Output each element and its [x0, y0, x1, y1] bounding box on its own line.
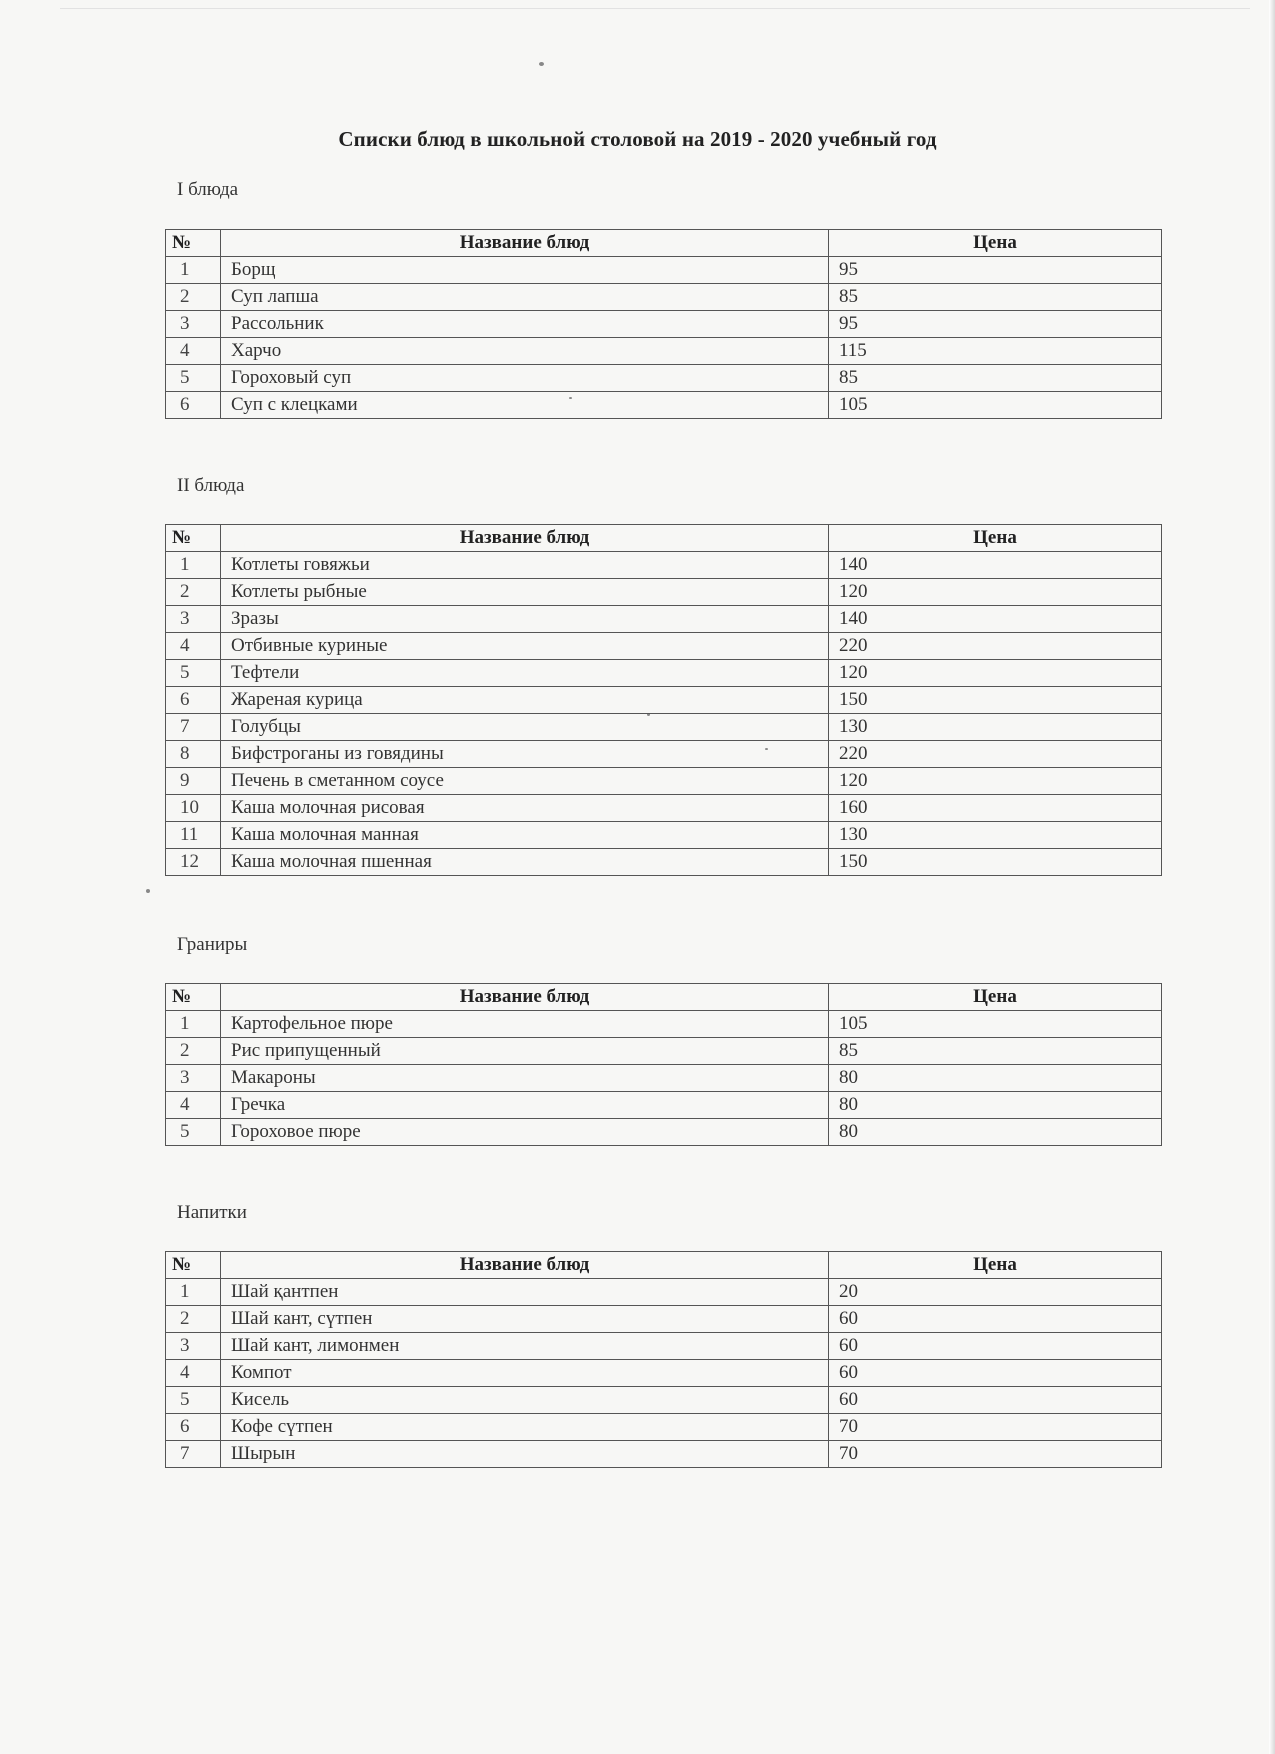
dish-price: 80 — [829, 1065, 1162, 1092]
table-row — [166, 795, 1162, 822]
dish-name: Кофе сүтпен — [221, 1414, 829, 1441]
dish-price: 95 — [829, 257, 1162, 284]
dish-price: 160 — [829, 795, 1162, 822]
table-header — [166, 1252, 1162, 1279]
dish-name: Харчо — [221, 338, 829, 365]
dish-price: 105 — [829, 1011, 1162, 1038]
row-number: 6 — [166, 1414, 221, 1441]
row-number: 6 — [166, 687, 221, 714]
row-number: 12 — [166, 849, 221, 876]
dish-price: 130 — [829, 714, 1162, 741]
dish-name: Компот — [221, 1360, 829, 1387]
dish-price: 140 — [829, 606, 1162, 633]
header-name: Название блюд — [221, 230, 829, 257]
row-number: 2 — [166, 1306, 221, 1333]
dish-price: 85 — [829, 365, 1162, 392]
table-row — [166, 1011, 1162, 1038]
header-name: Название блюд — [221, 984, 829, 1011]
table-row — [166, 1092, 1162, 1119]
table-row — [166, 849, 1162, 876]
row-number: 4 — [166, 338, 221, 365]
dish-name: Шай кант, лимонмен — [221, 1333, 829, 1360]
row-number: 1 — [166, 257, 221, 284]
table-row — [166, 1387, 1162, 1414]
table-row — [166, 606, 1162, 633]
header-number: № — [166, 984, 221, 1011]
table-row — [166, 257, 1162, 284]
header-name: Название блюд — [221, 1252, 829, 1279]
dish-name: Рис припущенный — [221, 1038, 829, 1065]
dish-name: Жареная курица — [221, 687, 829, 714]
header-number: № — [166, 1252, 221, 1279]
dish-name: Котлеты рыбные — [221, 579, 829, 606]
row-number: 1 — [166, 1011, 221, 1038]
row-number: 3 — [166, 1065, 221, 1092]
section-label-drinks: Напитки — [177, 1202, 247, 1223]
row-number: 5 — [166, 1387, 221, 1414]
table-garnishes — [165, 983, 1162, 1146]
dish-name: Шай қантпен — [221, 1279, 829, 1306]
header-number: № — [166, 525, 221, 552]
table-row — [166, 284, 1162, 311]
row-number: 6 — [166, 392, 221, 419]
page-title: Списки блюд в школьной столовой на 2019 - 2020 учебный год — [338, 127, 937, 151]
dish-price: 60 — [829, 1306, 1162, 1333]
row-number: 4 — [166, 1092, 221, 1119]
table-row — [166, 714, 1162, 741]
table-row — [166, 768, 1162, 795]
dish-name: Борщ — [221, 257, 829, 284]
row-number: 3 — [166, 311, 221, 338]
table-row — [166, 687, 1162, 714]
dish-name: Каша молочная манная — [221, 822, 829, 849]
table-row — [166, 660, 1162, 687]
scan-speck — [146, 889, 150, 893]
row-number: 9 — [166, 768, 221, 795]
dish-name: Суп с клецками — [221, 392, 829, 419]
table-row — [166, 633, 1162, 660]
table-body — [166, 1011, 1162, 1146]
dish-name: Бифстроганы из говядины — [221, 741, 829, 768]
table-row — [166, 1065, 1162, 1092]
table-row — [166, 1038, 1162, 1065]
table-row — [166, 1360, 1162, 1387]
dish-name: Печень в сметанном соусе — [221, 768, 829, 795]
table-body — [166, 552, 1162, 876]
dish-name: Каша молочная рисовая — [221, 795, 829, 822]
row-number: 3 — [166, 606, 221, 633]
table-second-courses — [165, 524, 1162, 876]
dish-price: 60 — [829, 1387, 1162, 1414]
dish-name: Гороховое пюре — [221, 1119, 829, 1146]
dish-price: 20 — [829, 1279, 1162, 1306]
row-number: 3 — [166, 1333, 221, 1360]
table-row — [166, 1119, 1162, 1146]
table-first-courses — [165, 229, 1162, 419]
dish-price: 70 — [829, 1441, 1162, 1468]
row-number: 1 — [166, 1279, 221, 1306]
dish-price: 85 — [829, 284, 1162, 311]
table-body — [166, 257, 1162, 419]
dish-price: 150 — [829, 849, 1162, 876]
dish-name: Кисель — [221, 1387, 829, 1414]
row-number: 5 — [166, 365, 221, 392]
table-row — [166, 338, 1162, 365]
row-number: 4 — [166, 1360, 221, 1387]
row-number: 10 — [166, 795, 221, 822]
dish-name: Тефтели — [221, 660, 829, 687]
dish-price: 130 — [829, 822, 1162, 849]
table-row — [166, 1441, 1162, 1468]
header-price: Цена — [829, 1252, 1162, 1279]
dish-name: Макароны — [221, 1065, 829, 1092]
section-label-garnishes: Граниры — [177, 934, 248, 955]
row-number: 11 — [166, 822, 221, 849]
dish-name: Суп лапша — [221, 284, 829, 311]
header-price: Цена — [829, 230, 1162, 257]
dish-price: 85 — [829, 1038, 1162, 1065]
table-row — [166, 822, 1162, 849]
dish-name: Шай кант, сүтпен — [221, 1306, 829, 1333]
row-number: 8 — [166, 741, 221, 768]
dish-price: 150 — [829, 687, 1162, 714]
dish-price: 220 — [829, 633, 1162, 660]
dish-price: 60 — [829, 1360, 1162, 1387]
table-row — [166, 392, 1162, 419]
page-edge-line — [60, 8, 1250, 9]
scan-speck — [539, 62, 544, 66]
dish-name: Рассольник — [221, 311, 829, 338]
table-row — [166, 741, 1162, 768]
dish-name: Шырын — [221, 1441, 829, 1468]
table-row — [166, 365, 1162, 392]
section-label-second-courses: II блюда — [177, 475, 245, 496]
dish-name: Котлеты говяжьи — [221, 552, 829, 579]
row-number: 4 — [166, 633, 221, 660]
table-drinks — [165, 1251, 1162, 1468]
dish-name: Голубцы — [221, 714, 829, 741]
table-row — [166, 1333, 1162, 1360]
row-number: 2 — [166, 284, 221, 311]
row-number: 5 — [166, 1119, 221, 1146]
dish-name: Гречка — [221, 1092, 829, 1119]
dish-price: 115 — [829, 338, 1162, 365]
dish-name: Каша молочная пшенная — [221, 849, 829, 876]
table-row — [166, 1306, 1162, 1333]
section-label-first-courses: I блюда — [177, 179, 239, 200]
dish-price: 95 — [829, 311, 1162, 338]
table-row — [166, 579, 1162, 606]
dish-name: Отбивные куриные — [221, 633, 829, 660]
table-row — [166, 552, 1162, 579]
dish-price: 80 — [829, 1119, 1162, 1146]
dish-price: 80 — [829, 1092, 1162, 1119]
dish-price: 70 — [829, 1414, 1162, 1441]
dish-name: Картофельное пюре — [221, 1011, 829, 1038]
row-number: 1 — [166, 552, 221, 579]
header-number: № — [166, 230, 221, 257]
table-body — [166, 1279, 1162, 1468]
table-header — [166, 525, 1162, 552]
dish-price: 220 — [829, 741, 1162, 768]
dish-price: 105 — [829, 392, 1162, 419]
table-header — [166, 984, 1162, 1011]
row-number: 5 — [166, 660, 221, 687]
row-number: 7 — [166, 1441, 221, 1468]
row-number: 2 — [166, 579, 221, 606]
header-price: Цена — [829, 984, 1162, 1011]
header-name: Название блюд — [221, 525, 829, 552]
dish-price: 140 — [829, 552, 1162, 579]
dish-price: 120 — [829, 768, 1162, 795]
table-row — [166, 1414, 1162, 1441]
table-header — [166, 230, 1162, 257]
dish-name: Гороховый суп — [221, 365, 829, 392]
page-edge-shadow — [1269, 0, 1275, 1754]
dish-name: Зразы — [221, 606, 829, 633]
row-number: 7 — [166, 714, 221, 741]
table-row — [166, 1279, 1162, 1306]
dish-price: 120 — [829, 579, 1162, 606]
header-price: Цена — [829, 525, 1162, 552]
table-row — [166, 311, 1162, 338]
dish-price: 120 — [829, 660, 1162, 687]
dish-price: 60 — [829, 1333, 1162, 1360]
row-number: 2 — [166, 1038, 221, 1065]
